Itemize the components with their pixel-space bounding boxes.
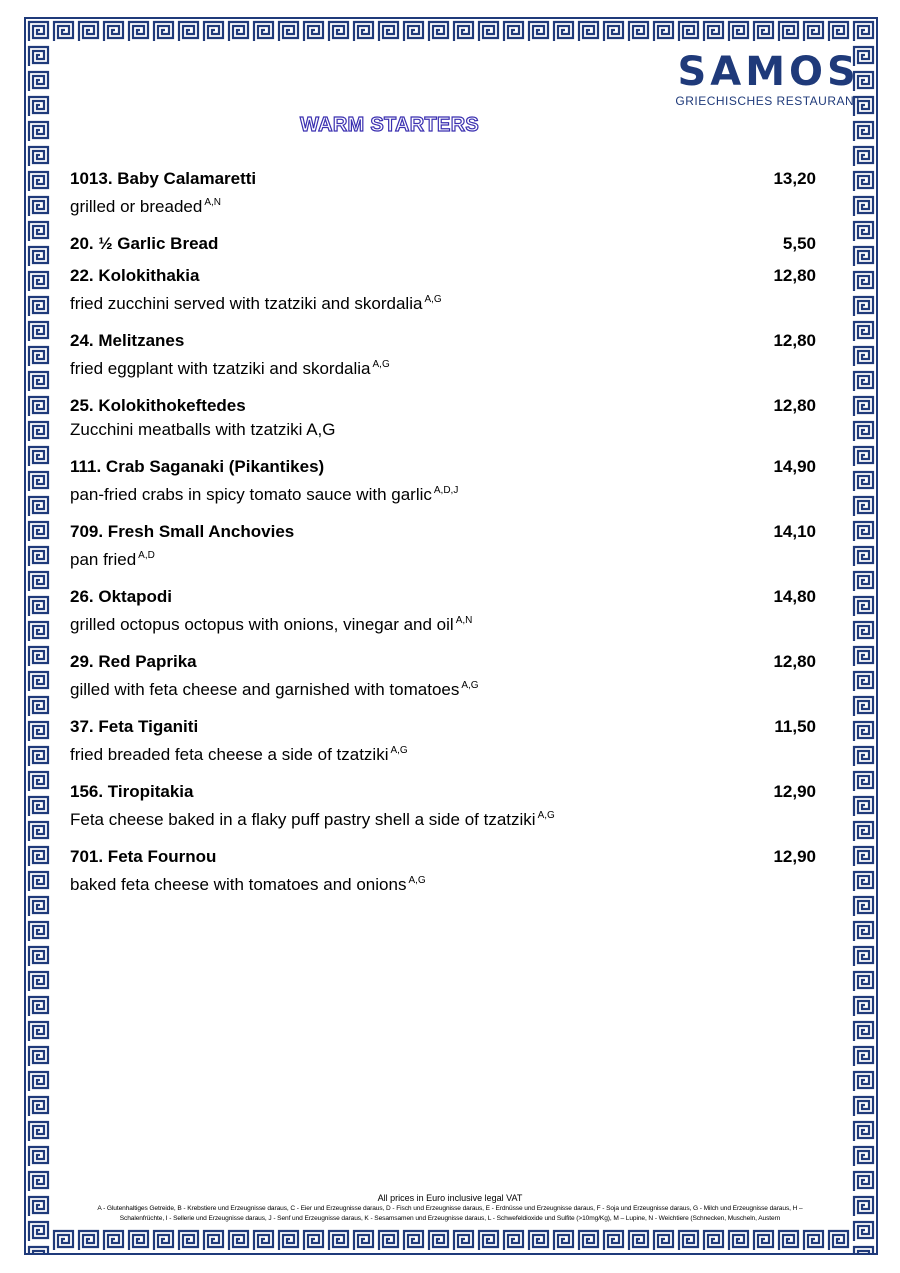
menu-item-price: 14,10 (773, 522, 816, 541)
menu-item-name: 701. Feta Fournou (70, 847, 217, 866)
menu-item-description (70, 543, 816, 573)
menu-item-name: 25. Kolokithokeftedes (70, 396, 246, 415)
menu-item-allergens: A,G (408, 875, 426, 886)
menu-item-price: 12,80 (773, 266, 816, 285)
menu-item-allergens: A,N (455, 615, 473, 626)
menu-item-description-text: fried eggplant with tzatziki and skordalia (70, 359, 371, 378)
logo-subtitle: GRIECHISCHES RESTAURANT (675, 94, 862, 108)
menu-item-description-text: pan fried (70, 550, 137, 569)
vat-note: All prices in Euro inclusive legal VAT (377, 1193, 523, 1203)
menu-item-price: 5,50 (782, 234, 816, 253)
menu-item-header (70, 521, 816, 543)
menu-item-header (70, 651, 816, 673)
menu-item (70, 168, 816, 220)
menu-item-allergens: A,N (204, 197, 221, 208)
menu-item-allergens: A,D (138, 550, 155, 561)
menu-item-description (70, 478, 816, 508)
greek-key-border-bottom (26, 1228, 876, 1253)
footer (60, 1192, 840, 1224)
menu-item-name: 26. Oktapodi (70, 587, 173, 606)
menu-item-description-text: grilled or breaded (70, 197, 203, 216)
menu-item-price: 12,90 (773, 782, 816, 801)
greek-key-border-top (26, 19, 876, 44)
greek-key-border-left (26, 19, 51, 1253)
menu-item-description-text: grilled octopus octopus with onions, vinegar and oil (70, 615, 454, 634)
menu-item (70, 330, 816, 382)
menu-item (70, 521, 816, 573)
menu-item-header (70, 716, 816, 738)
menu-item-description (70, 608, 816, 638)
allergen-legend-line-1: A - Glutenhaltiges Getreide, B - Krebstiere und Erzeugnisse daraus, C - Eier und Erzeugnisse daraus, D - Fisch und Erzeugnisse daraus, E - Erdnüsse und Erzeugnisse daraus, F - Soja und Erzeugnisse daraus, G - Milch und Erzeugnisse daraus, H – (97, 1205, 803, 1212)
allergen-legend-line-2: Schalenfrüchte, I - Sellerie und Erzeugnisse daraus, J - Senf und Erzeugnisse daraus, K - Sesamsamen und Erzeugnisse daraus, L - Schwefeldioxide und Sulfite (>10mg/Kg), M – Lupine, N - Weichtiere (Schnecken, Muscheln, Austern (119, 1215, 781, 1222)
menu-item (70, 395, 816, 443)
menu-item-price: 11,50 (774, 717, 816, 736)
menu-item-description (70, 673, 816, 703)
menu-item-description-text: gilled with feta cheese and garnished with tomatoes (70, 680, 460, 699)
menu-item-description (70, 287, 816, 317)
menu-item-price: 12,90 (773, 847, 816, 866)
menu-item-price: 12,80 (773, 396, 816, 415)
menu-item-description (70, 190, 816, 220)
menu-item-description-text: Zucchini meatballs with tzatziki A,G (70, 420, 336, 439)
menu-item-description (70, 352, 816, 382)
menu-item-name: 24. Melitzanes (70, 331, 185, 350)
menu-item-name: 709. Fresh Small Anchovies (70, 522, 295, 541)
menu-list (70, 168, 816, 911)
menu-item (70, 846, 816, 898)
menu-item-header (70, 330, 816, 352)
menu-item-header (70, 586, 816, 608)
menu-item-allergens: A,G (390, 745, 408, 756)
menu-item-header (70, 781, 816, 803)
menu-item-name: 37. Feta Tiganiti (70, 717, 199, 736)
menu-item-name: 29. Red Paprika (70, 652, 197, 671)
menu-item-description (70, 868, 816, 898)
menu-item (70, 781, 816, 833)
menu-item-allergens: A,G (537, 810, 555, 821)
menu-item-allergens: A,G (372, 359, 390, 370)
menu-item-description-text: Feta cheese baked in a flaky puff pastry shell a side of tzatziki (70, 810, 536, 829)
menu-item (70, 456, 816, 508)
menu-item-name: 22. Kolokithakia (70, 266, 200, 285)
menu-item-description-text: baked feta cheese with tomatoes and onions (70, 875, 407, 894)
menu-item (70, 651, 816, 703)
menu-item-header (70, 456, 816, 478)
menu-item-allergens: A,D,J (433, 485, 459, 496)
section-title: WARM STARTERS (300, 114, 480, 136)
menu-item-header (70, 168, 816, 190)
menu-item (70, 716, 816, 768)
menu-item-allergens: A,G (424, 294, 442, 305)
menu-item-header (70, 395, 816, 417)
logo-wordmark: SAMOS (677, 49, 860, 95)
menu-item-description (70, 417, 816, 443)
menu-item-allergens: A,G (461, 680, 479, 691)
menu-item-header (70, 265, 816, 287)
menu-item-header (70, 233, 816, 255)
menu-item-price: 14,80 (773, 587, 816, 606)
greek-key-border-right (851, 19, 876, 1253)
menu-item-description (70, 738, 816, 768)
menu-item-description (70, 803, 816, 833)
menu-item-price: 12,80 (773, 652, 816, 671)
menu-item-name: 111. Crab Saganaki (Pikantikes) (70, 457, 325, 476)
menu-item-description-text: fried zucchini served with tzatziki and skordalia (70, 294, 423, 313)
menu-item-price: 14,90 (773, 457, 816, 476)
menu-item-description-text: pan-fried crabs in spicy tomato sauce with garlic (70, 485, 432, 504)
menu-item (70, 586, 816, 638)
menu-item-name: 156. Tiropitakia (70, 782, 194, 801)
menu-item-price: 12,80 (773, 331, 816, 350)
menu-item (70, 233, 816, 255)
menu-item-name: 20. ½ Garlic Bread (70, 234, 219, 253)
menu-item-description-text: fried breaded feta cheese a side of tzatziki (70, 745, 389, 764)
menu-item (70, 265, 816, 317)
menu-item-price: 13,20 (773, 169, 816, 188)
menu-item-header (70, 846, 816, 868)
menu-item-name: 1013. Baby Calamaretti (70, 169, 257, 188)
restaurant-logo (675, 49, 862, 108)
